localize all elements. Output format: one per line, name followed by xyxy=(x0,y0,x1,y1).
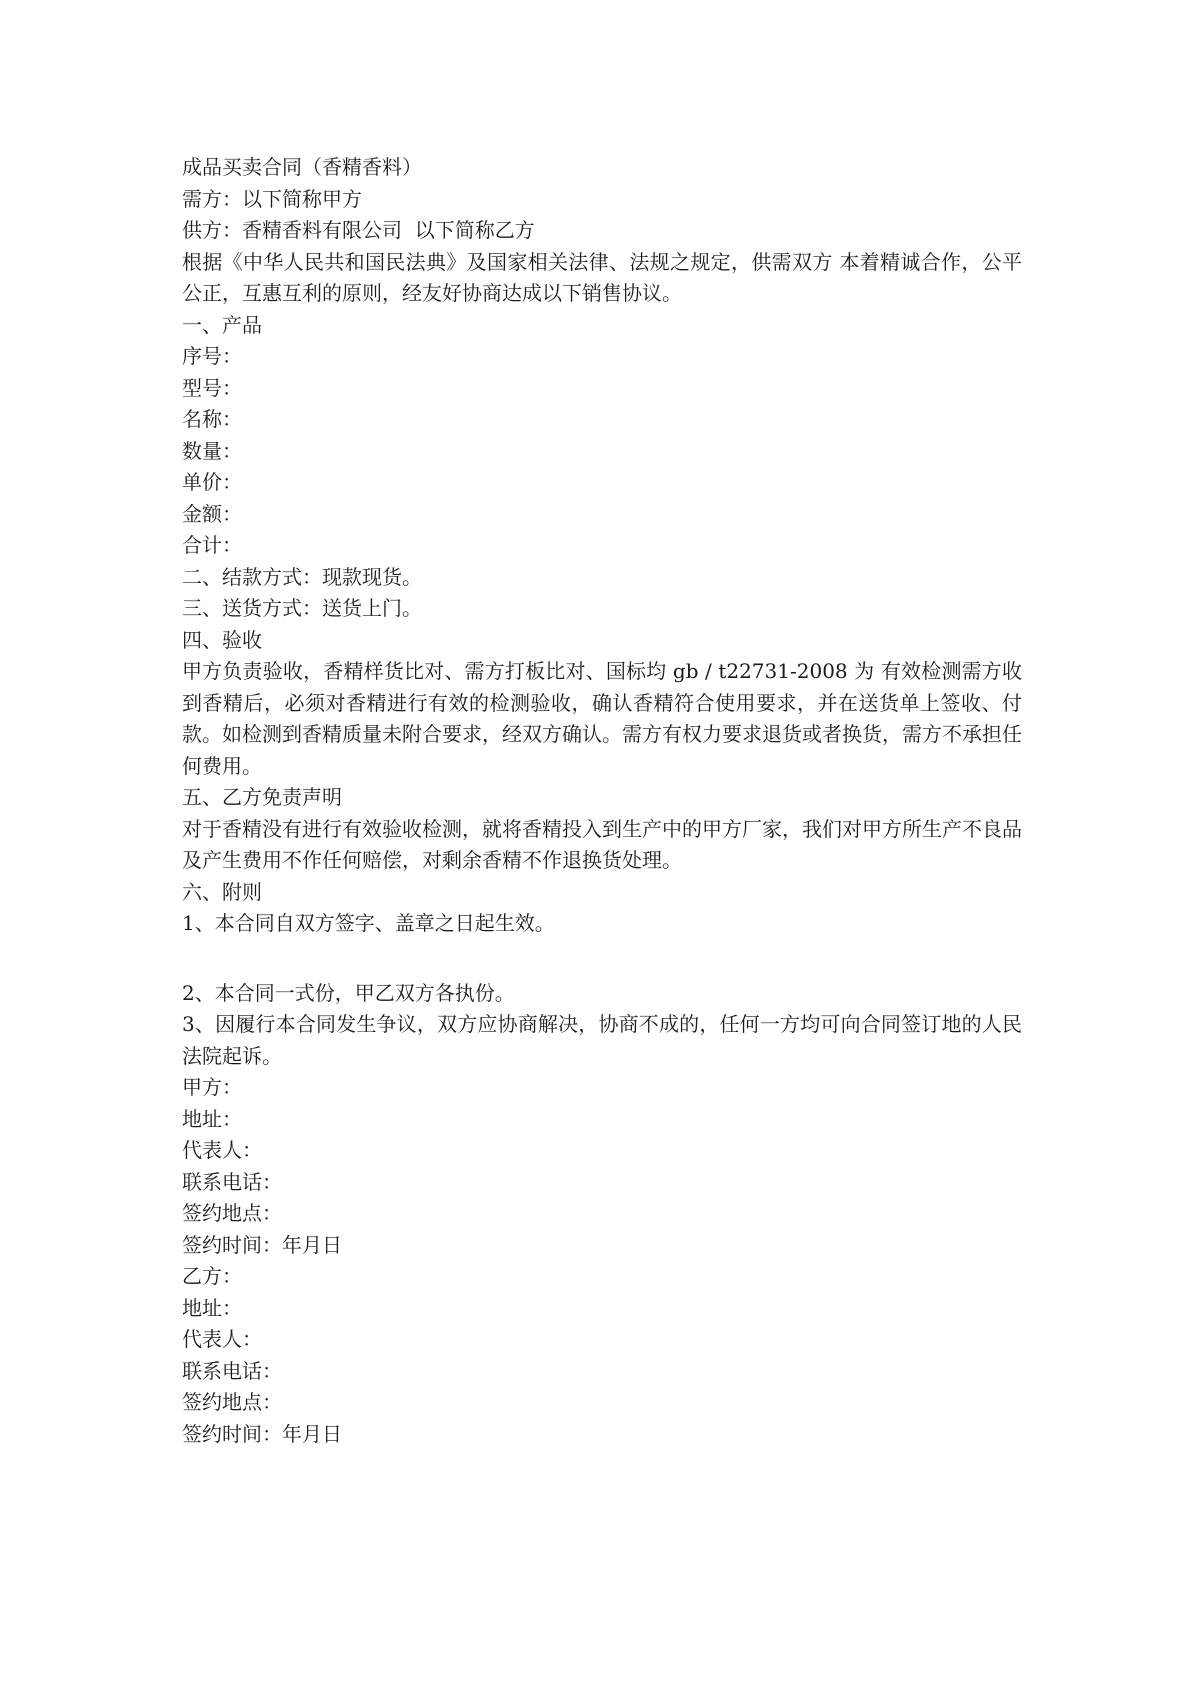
preamble: 根据《中华人民共和国民法典》及国家相关法律、法规之规定，供需双方 本着精诚合作，公平公正，互惠互利的原则，经友好协商达成以下销售协议。 xyxy=(182,249,1022,305)
supplementary-item-3: 3、因履行本合同发生争议，双方应协商解决，协商不成的，任何一方均可向合同签订地的人民法院起诉。 xyxy=(182,1012,1022,1068)
section-products-heading: 一、产品 xyxy=(182,312,262,337)
field-amount: 金额： xyxy=(182,501,242,526)
party-a-name: 甲方： xyxy=(182,1075,242,1099)
party-a-sign-date: 签约时间：年月日 xyxy=(182,1232,342,1257)
seller-line: 供方：香精香料有限公司 以下简称乙方 xyxy=(182,218,535,242)
party-a-phone: 联系电话： xyxy=(182,1169,282,1194)
party-b-phone: 联系电话： xyxy=(182,1358,282,1383)
party-b-address: 地址： xyxy=(182,1295,242,1320)
party-b-sign-place: 签约地点： xyxy=(182,1390,282,1414)
section-disclaimer-heading: 五、乙方免责声明 xyxy=(182,785,342,809)
section-acceptance-body: 甲方负责验收，香精样货比对、需方打板比对、国标均 gb / t22731-2008 为 有效检测需方收到香精后，必须对香精进行有效的检测验收，确认香精符合使用要求，并在送货单上签收、付款。如检测到香精质量未附合要求，经双方确认。需方有权力要求退货或者换货，需方不承担任何费用。 xyxy=(182,659,1022,778)
contract-document xyxy=(182,152,1022,1450)
section-disclaimer-body: 对于香精没有进行有效验收检测，就将香精投入到生产中的甲方厂家，我们对甲方所生产不良品及产生费用不作任何赔偿，对剩余香精不作退换货处理。 xyxy=(182,816,1022,872)
field-unit-price: 单价： xyxy=(182,470,242,494)
party-b-name: 乙方： xyxy=(182,1264,242,1288)
buyer-line: 需方：以下简称甲方 xyxy=(182,186,362,211)
section-payment: 二、结款方式：现款现货。 xyxy=(182,564,422,589)
party-b-sign-date: 签约时间：年月日 xyxy=(182,1421,342,1446)
party-a-representative: 代表人： xyxy=(182,1138,262,1162)
document-title: 成品买卖合同（香精香料） xyxy=(182,155,422,179)
field-quantity: 数量： xyxy=(182,438,242,463)
supplementary-item-2: 2、本合同一式份，甲乙双方各执份。 xyxy=(182,980,515,1005)
party-a-address: 地址： xyxy=(182,1106,242,1131)
field-model: 型号： xyxy=(182,375,242,400)
field-name: 名称： xyxy=(182,407,242,431)
field-total: 合计： xyxy=(182,533,242,557)
party-b-representative: 代表人： xyxy=(182,1327,262,1351)
supplementary-item-1: 1、本合同自双方签字、盖章之日起生效。 xyxy=(182,911,555,935)
blank-line xyxy=(182,940,1022,978)
section-supplementary-heading: 六、附则 xyxy=(182,879,262,904)
field-serial: 序号： xyxy=(182,344,242,368)
section-acceptance-heading: 四、验收 xyxy=(182,627,262,652)
party-a-sign-place: 签约地点： xyxy=(182,1201,282,1225)
section-delivery: 三、送货方式：送货上门。 xyxy=(182,596,422,620)
